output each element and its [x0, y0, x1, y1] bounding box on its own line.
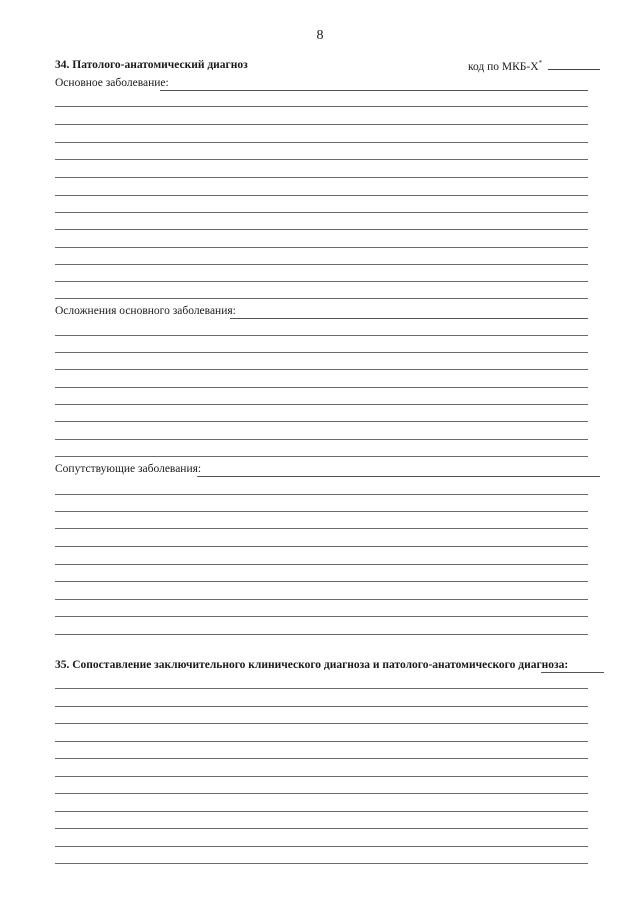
comorbidities-line[interactable] [55, 581, 588, 582]
icd-code-blank[interactable] [548, 69, 600, 70]
comorbidities-line[interactable] [55, 511, 588, 512]
section-34-title: 34. Патолого-анатомический диагноз [55, 59, 248, 71]
icd-code-label: код по МКБ-X [467, 60, 539, 73]
main-disease-line[interactable] [55, 124, 588, 125]
comorbidities-line[interactable] [55, 634, 588, 635]
comparison-line[interactable] [55, 706, 588, 707]
main-disease-label: Основное заболевание: [55, 77, 169, 89]
main-disease-line[interactable] [55, 281, 588, 282]
comorbidities-line[interactable] [55, 564, 588, 565]
comparison-line[interactable] [55, 723, 588, 724]
comparison-inline-blank[interactable] [541, 672, 604, 673]
main-disease-line[interactable] [55, 212, 588, 213]
comorbidities-line[interactable] [55, 546, 588, 547]
comparison-line[interactable] [55, 776, 588, 777]
comorbidities-line[interactable] [55, 528, 588, 529]
main-disease-line[interactable] [55, 264, 588, 265]
complications-line[interactable] [55, 456, 588, 457]
main-disease-line[interactable] [55, 159, 588, 160]
comparison-line[interactable] [55, 863, 588, 864]
complications-inline-blank[interactable] [230, 318, 588, 319]
main-disease-line[interactable] [55, 298, 588, 299]
icd-code-field [468, 59, 600, 73]
comorbidities-inline-blank[interactable] [197, 476, 600, 477]
comparison-line[interactable] [55, 828, 588, 829]
main-disease-line[interactable] [55, 247, 588, 248]
icd-code-footnote-mark: * [538, 59, 542, 67]
section-35-title: 35. Сопоставление заключительного клинического диагноза и патолого-анатомического диагноза: [55, 659, 569, 671]
complications-line[interactable] [55, 335, 588, 336]
main-disease-inline-blank[interactable] [160, 90, 588, 91]
complications-line[interactable] [55, 404, 588, 405]
comparison-line[interactable] [55, 811, 588, 812]
comorbidities-line[interactable] [55, 494, 588, 495]
complications-line[interactable] [55, 421, 588, 422]
comparison-line[interactable] [55, 758, 588, 759]
page-number: 8 [316, 28, 324, 43]
complications-line[interactable] [55, 369, 588, 370]
comparison-line[interactable] [55, 741, 588, 742]
comparison-line[interactable] [55, 688, 588, 689]
main-disease-line[interactable] [55, 195, 588, 196]
comorbidities-line[interactable] [55, 599, 588, 600]
comorbidities-label: Сопутствующие заболевания: [55, 463, 202, 475]
main-disease-line[interactable] [55, 229, 588, 230]
complications-line[interactable] [55, 439, 588, 440]
comparison-line[interactable] [55, 793, 588, 794]
main-disease-line[interactable] [55, 177, 588, 178]
main-disease-line[interactable] [55, 142, 588, 143]
complications-line[interactable] [55, 352, 588, 353]
comorbidities-line[interactable] [55, 616, 588, 617]
complications-line[interactable] [55, 387, 588, 388]
comparison-line[interactable] [55, 846, 588, 847]
complications-label: Осложнения основного заболевания: [55, 305, 236, 317]
main-disease-line[interactable] [55, 106, 588, 107]
